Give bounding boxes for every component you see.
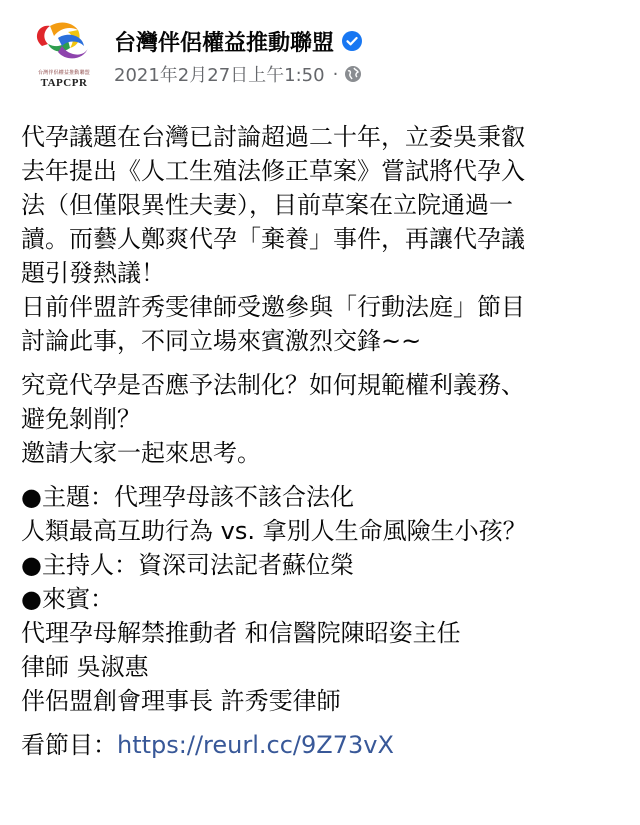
logo-chinese-text: 台灣伴侶權益推動聯盟 [37, 70, 90, 76]
post-text-line: 律師 吳淑惠 [21, 653, 149, 681]
post-text-line: 代孕議題在台灣已討論超過二十年，立委吳秉叡 [21, 123, 525, 151]
post-text-line: ●主題：代理孕母該不該合法化 [21, 483, 354, 511]
post-text-line: 日前伴盟許秀雯律師受邀參與「行動法庭」節目 [21, 293, 525, 321]
watch-line [21, 728, 625, 762]
post-text-line: 伴侶盟創會理事長 許秀雯律師 [21, 687, 341, 715]
page-logo[interactable] [28, 16, 100, 90]
post-text-line: 讀。而藝人鄭爽代孕「棄養」事件，再讓代孕議 [21, 225, 525, 253]
post-text-line: 邀請大家一起來思考。 [21, 439, 261, 467]
page-name-link[interactable]: 台灣伴侶權益推動聯盟 [114, 30, 335, 56]
post-text-line: 題引發熱議！ [21, 259, 165, 287]
post-text-line: 代理孕母解禁推動者 和信醫院陳昭姿主任 [21, 619, 461, 647]
globe-icon[interactable] [344, 65, 362, 83]
rainbow-swirl-icon [28, 16, 100, 68]
post-text [21, 120, 625, 772]
logo-english-text: TAPCPR [40, 77, 88, 89]
post-meta [114, 62, 362, 86]
post-text-line: 法（但僅限異性夫妻），目前草案在立院通過一 [21, 191, 513, 219]
post-paragraph [21, 120, 625, 358]
meta-separator: · [332, 63, 339, 85]
post-text-line: 討論此事，不同立場來賓激烈交鋒~~ [21, 327, 422, 355]
post-paragraph [21, 368, 625, 470]
watch-link[interactable]: https://reurl.cc/9Z73vX [117, 731, 394, 759]
post-text-line: 究竟代孕是否應予法制化？如何規範權利義務、 [21, 371, 525, 399]
post-timestamp-link[interactable]: 2021年2月27日上午1:50 [114, 65, 325, 86]
post-text-line: 人類最高互助行為 vs. 拿別人生命風險生小孩？ [21, 517, 527, 545]
verified-badge-icon [341, 30, 363, 52]
post-text-line: ●來賓： [21, 585, 114, 613]
post-text-line: 避免剝削？ [21, 405, 141, 433]
post-paragraph [21, 480, 625, 718]
post-text-line: 去年提出《人工生殖法修正草案》嘗試將代孕入 [21, 157, 525, 185]
watch-label: 看節目： [21, 731, 117, 759]
page-name-row [114, 26, 363, 56]
post-header [0, 0, 640, 100]
post-text-line: ●主持人：資深司法記者蘇位榮 [21, 551, 354, 579]
watch-row [21, 728, 625, 762]
